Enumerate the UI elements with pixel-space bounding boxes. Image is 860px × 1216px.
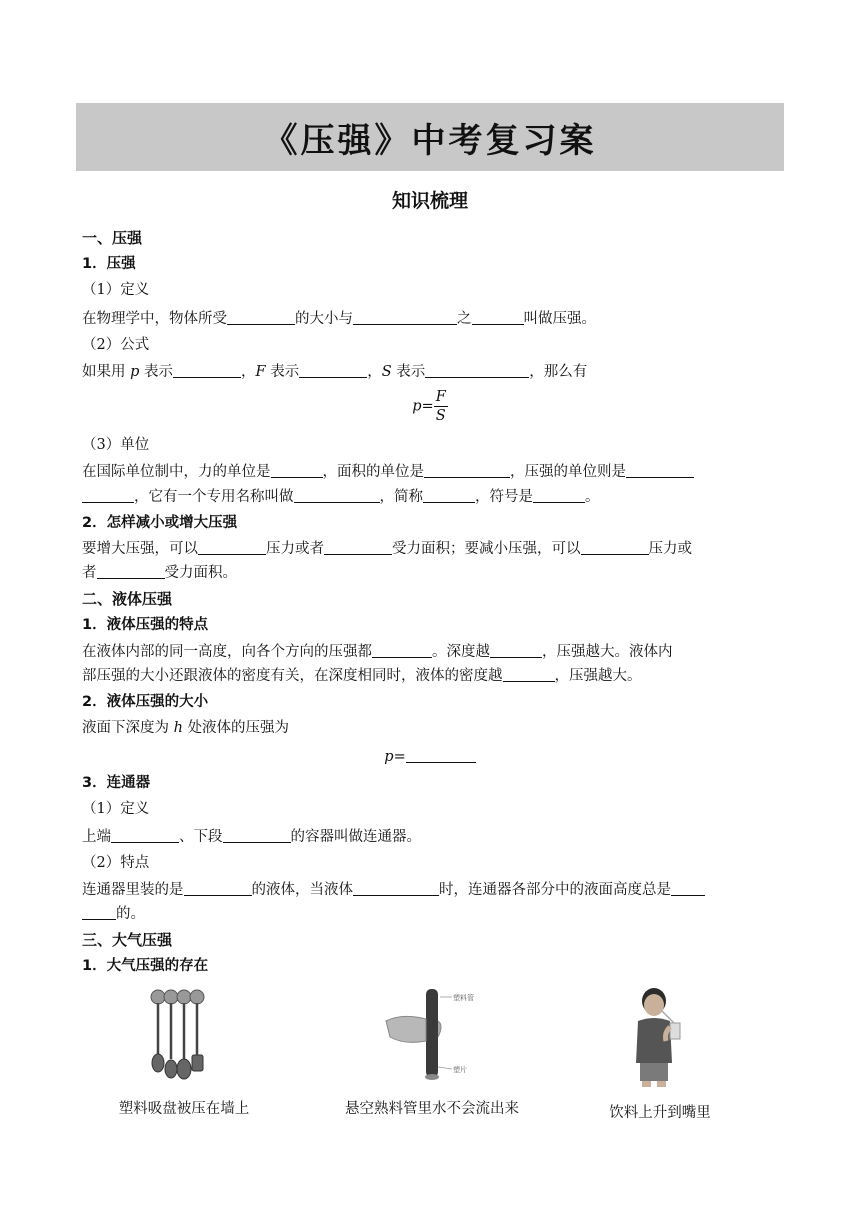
caption-tube: 悬空熟料管里水不会流出来 (345, 1101, 519, 1117)
caption-suction-cup: 塑料吸盘被压在墙上 (118, 1101, 250, 1117)
vessel-feature-label: （2）特点 (82, 855, 150, 871)
blank[interactable] (82, 488, 134, 503)
blank[interactable] (490, 643, 542, 658)
heading-pressure: 一、压强 (82, 229, 143, 247)
blank[interactable] (324, 540, 392, 555)
blank[interactable] (353, 310, 457, 325)
definition-label: （1）定义 (82, 282, 150, 298)
vessel-feature-2: 的。 (82, 904, 778, 924)
heading-pressure-1: 1．压强 (82, 256, 136, 272)
label-tube: 塑料管 (453, 994, 474, 1002)
liquid-sentence-1: 在液体内部的同一高度，向各个方向的压强都 。深度越 ，压强越大。液体内 (82, 644, 673, 660)
blank[interactable] (372, 643, 432, 658)
figure-drinking (580, 985, 740, 1122)
tube-image (382, 985, 482, 1085)
blank[interactable] (299, 363, 367, 378)
unit-sentence-2: ，它有一个专用名称叫做 ，简称 ，符号是 。 (82, 487, 778, 507)
liquid-formula: p= (0, 747, 860, 767)
blank[interactable] (223, 828, 291, 843)
blank[interactable] (626, 463, 694, 478)
blank[interactable] (425, 363, 529, 378)
figure-suction-cup (104, 985, 264, 1118)
blank[interactable] (294, 488, 380, 503)
drinking-boy-image (620, 985, 700, 1089)
blank[interactable] (111, 828, 179, 843)
heading-connected-vessel: 3．连通器 (82, 775, 151, 791)
formula-sentence: 如果用 p 表示 ，F 表示 ，S 表示 ，那么有 (82, 364, 588, 380)
unit-label: （3）单位 (82, 437, 150, 453)
vessel-definition-label: （1）定义 (82, 801, 150, 817)
reduce-sentence-2: 者 受力面积。 (82, 565, 237, 581)
blank[interactable] (423, 488, 475, 503)
figure-tube (322, 985, 542, 1118)
vessel-definition: 上端 、下段 的容器叫做连通器。 (82, 829, 421, 845)
title-banner (76, 103, 784, 171)
blank[interactable] (173, 363, 241, 378)
label-plate: 塑片 (453, 1066, 467, 1074)
blank[interactable] (406, 748, 476, 763)
blank[interactable] (472, 310, 524, 325)
definition-sentence: 在物理学中，物体所受 的大小与 之 叫做压强。 (82, 311, 596, 327)
blank[interactable] (271, 463, 323, 478)
blank[interactable] (533, 488, 585, 503)
formula-label: （2）公式 (82, 337, 150, 353)
heading-atmospheric-pressure: 三、大气压强 (82, 931, 173, 949)
liquid-sentence-2: 部压强的大小还跟液体的密度有关，在深度相同时，液体的密度越 ，压强越大。 (82, 668, 642, 684)
heading-atmospheric-1: 1．大气压强的存在 (82, 958, 209, 974)
heading-pressure-2: 2．怎样减小或增大压强 (82, 515, 238, 531)
blank[interactable] (671, 881, 705, 896)
blank[interactable] (97, 564, 165, 579)
blank[interactable] (353, 881, 439, 896)
heading-liquid-2: 2．液体压强的大小 (82, 694, 209, 710)
reduce-sentence-1: 要增大压强，可以 压力或者 受力面积；要减小压强，可以 压力或 (82, 541, 692, 557)
vessel-feature-1: 连通器里装的是 的液体，当液体 时，连通器各部分中的液面高度总是 (82, 880, 778, 900)
blank[interactable] (184, 881, 252, 896)
pressure-formula: p= $\frac{F}{S}$ (412, 389, 446, 424)
blank[interactable] (424, 463, 510, 478)
figure-row (82, 985, 778, 1125)
blank[interactable] (198, 540, 266, 555)
heading-liquid-pressure: 二、液体压强 (82, 590, 173, 608)
page-title: 《压强》中考复习案 (263, 120, 597, 161)
depth-sentence: 液面下深度为 h 处液体的压强为 (82, 720, 290, 736)
blank[interactable] (581, 540, 649, 555)
heading-liquid-1: 1．液体压强的特点 (82, 617, 209, 633)
blank[interactable] (227, 310, 295, 325)
unit-sentence-1: 在国际单位制中，力的单位是 ，面积的单位是 ，压强的单位则是 (82, 462, 778, 482)
blank[interactable] (82, 905, 116, 920)
section-subtitle: 知识梳理 (391, 190, 468, 212)
suction-cup-image (144, 985, 224, 1085)
caption-drinking: 饮料上升到嘴里 (609, 1105, 711, 1121)
blank[interactable] (503, 667, 555, 682)
